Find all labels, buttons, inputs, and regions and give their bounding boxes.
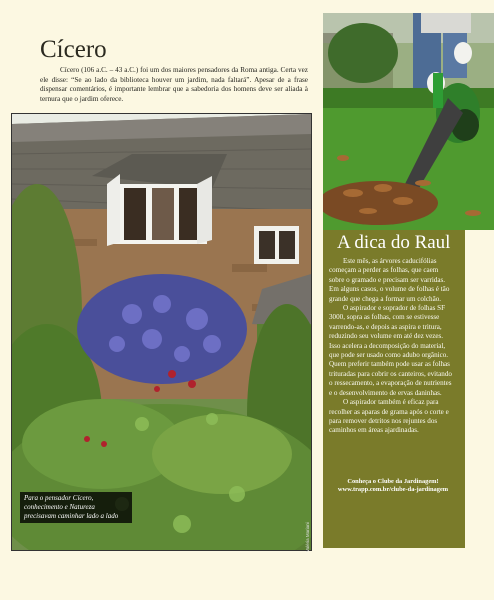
- club-url[interactable]: www.trapp.com.br/clube-da-jardinagem: [337, 486, 449, 494]
- club-callout: [325, 478, 461, 495]
- tip-body: [329, 257, 455, 436]
- club-title: Conheça o Clube da Jardinagem!: [347, 478, 439, 485]
- tip-panel: [323, 230, 465, 548]
- photo-credit: Valéria Mariani: [305, 522, 310, 552]
- leaf-blower-illustration: [323, 13, 494, 230]
- tip-paragraph: Este mês, as árvores caducifólias começam a perder as folhas, que caem sobre o gramado e precisam ser varridas. Em alguns casos, o volume de folhas é tão grande que chega a formar um colchão.: [329, 257, 450, 303]
- article-title: Cícero: [40, 36, 107, 63]
- tip-paragraph: O aspirador também é eficaz para recolher as aparas de grama após o corte e para remover detritos nos rejuntes dos caminhos em áreas ajardinadas.: [329, 398, 449, 435]
- garden-illustration: [12, 114, 311, 550]
- tip-paragraph: O aspirador e soprador de folhas SF 3000, sopra as folhas, com se estivesse varrendo-as, e depois as aspira e tritura, reduzindo seu volume em até dez vezes. Isso acelera a decomposição do material, que pode ser usado como adubo orgânico. Quem preferir também pode usar as folhas trituradas para cobrir os canteiros, evitando o ressecamento, a evaporação de nutrientes e o desenvolvimento de ervas daninhas.: [329, 304, 452, 397]
- article-intro: Cícero (106 a.C. – 43 a.C.) foi um dos maiores pensadores da Roma antiga. Certa vez ele disse: “Se ao lado da biblioteca houver um jardim, nada faltará”. Apesar de a frase dispensar comentários, é importante lembrar que a sabedoria dos homens deve ser aliada à ternura que o jardim oferece.: [40, 66, 308, 103]
- photo-caption: Para o pensador Cícero, conhecimento e Natureza precisavam caminhar lado a lado: [20, 492, 132, 523]
- garden-photo: [11, 113, 312, 551]
- tip-title: A dica do Raul: [337, 232, 451, 253]
- leaf-blower-photo: [323, 13, 494, 230]
